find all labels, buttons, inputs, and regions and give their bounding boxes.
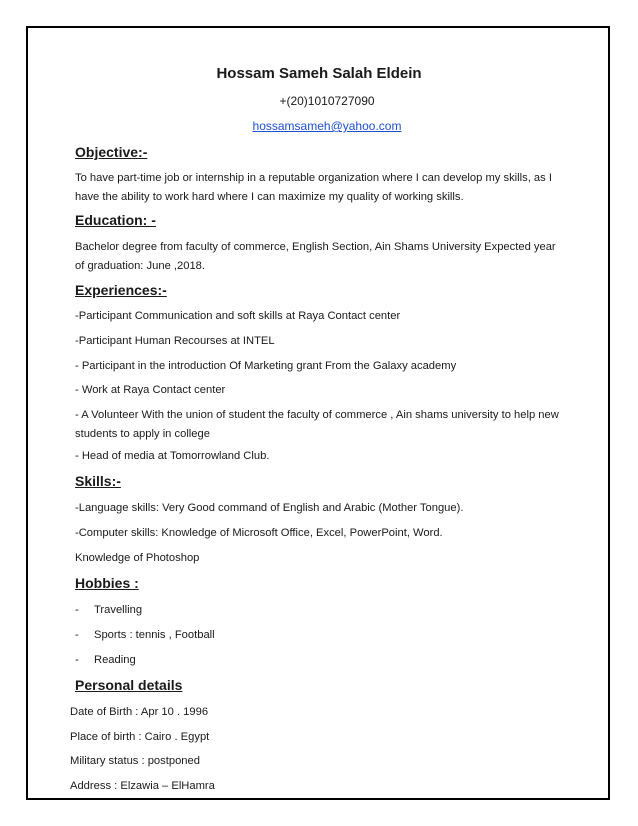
hobby-item: Reading	[94, 654, 136, 666]
personal-detail-item: Address : Elzawia – ElHamra	[70, 780, 215, 792]
experience-item: - Participant in the introduction Of Marketing grant From the Galaxy academy	[75, 360, 457, 372]
skill-item: -Language skills: Very Good command of English and Arabic (Mother Tongue).	[75, 502, 464, 514]
education-heading: Education: -	[75, 212, 156, 228]
personal-detail-item: Place of birth : Cairo . Egypt	[70, 731, 210, 743]
personal-details-heading: Personal details	[75, 677, 183, 693]
objective-heading: Objective:-	[75, 144, 148, 160]
experience-item: - Head of media at Tomorrowland Club.	[75, 450, 270, 462]
personal-detail-item: Military status : postponed	[70, 755, 200, 767]
education-text: Bachelor degree from faculty of commerce, English Section, Ain Shams University Expected year of graduation: June ,2018.	[75, 241, 556, 272]
experience-item: - A Volunteer With the union of student the faculty of commerce , Ain shams university to help new students to apply in college	[75, 409, 559, 440]
hobbies-heading: Hobbies :	[75, 575, 139, 591]
email-line	[0, 119, 638, 133]
personal-detail-item: Date of Birth : Apr 10 . 1996	[70, 706, 209, 718]
hobby-item: Sports : tennis , Football	[94, 629, 215, 641]
candidate-name: Hossam Sameh Salah Eldein	[216, 65, 422, 82]
email-link[interactable]: hossamsameh@yahoo.com	[252, 119, 402, 133]
experiences-heading: Experiences:-	[75, 282, 167, 298]
experience-item: -Participant Human Recourses at INTEL	[75, 335, 275, 347]
skill-item: -Computer skills: Knowledge of Microsoft Office, Excel, PowerPoint, Word.	[75, 527, 443, 539]
phone-number: +(20)1010727090	[279, 94, 375, 108]
experience-item: - Work at Raya Contact center	[75, 384, 226, 396]
objective-text: To have part-time job or internship in a reputable organization where I can develop my skills, as I have the ability to work hard where I can maximize my quality of working skills.	[75, 172, 552, 203]
skill-item: Knowledge of Photoshop	[75, 552, 200, 564]
experience-item: -Participant Communication and soft skills at Raya Contact center	[75, 310, 401, 322]
hobby-item: Travelling	[94, 604, 143, 616]
hobby-dash: -	[75, 604, 79, 616]
hobby-dash: -	[75, 654, 79, 666]
skills-heading: Skills:-	[75, 473, 121, 489]
hobby-dash: -	[75, 629, 79, 641]
